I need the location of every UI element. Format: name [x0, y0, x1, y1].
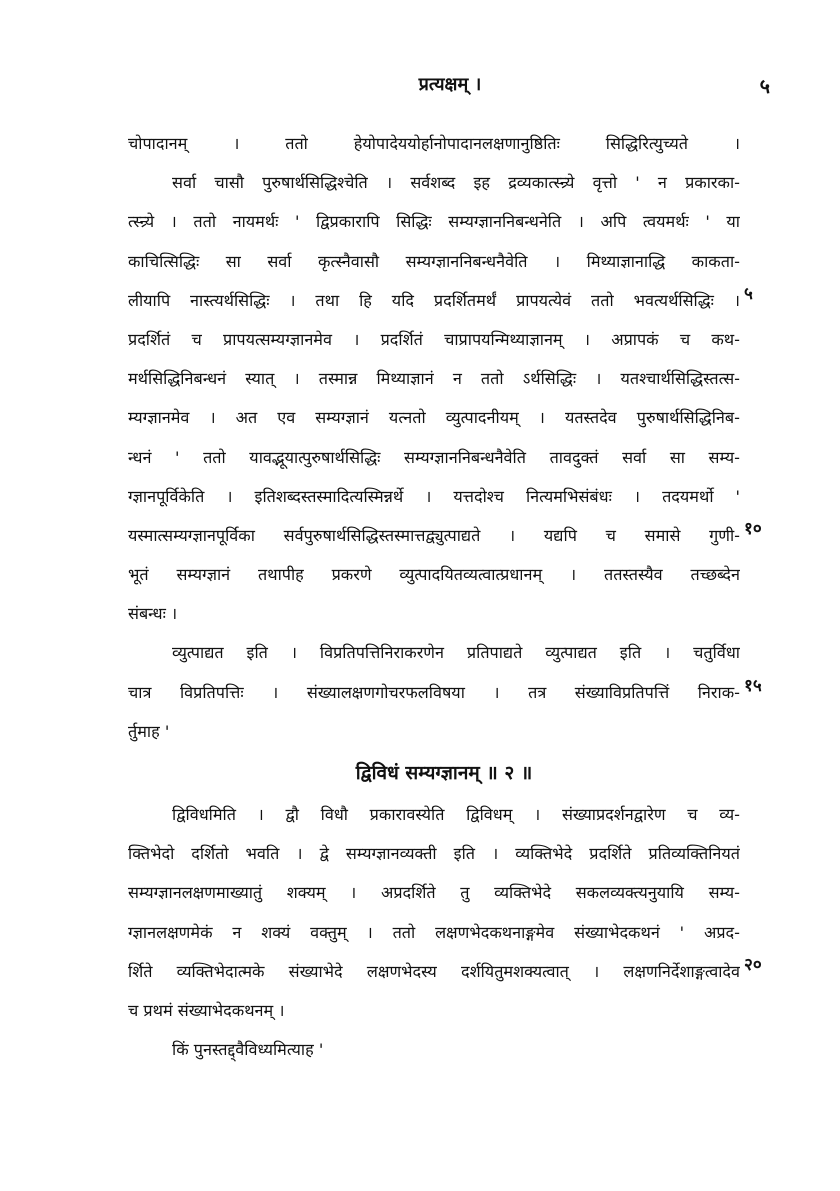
- margin-line-number-20: २०: [744, 955, 762, 975]
- text-line: च प्रथमं संख्याभेदकथनम् ।: [128, 1000, 285, 1020]
- page-number: ५: [759, 74, 770, 98]
- text-line: र्तुमाह ': [128, 721, 170, 741]
- body-text: [128, 124, 762, 1069]
- text-line: सम्यग्ज्ञानलक्षणमाख्यातुं शक्यम् । अप्रदर्शिते तु व्यक्तिभेदे सकलव्यक्त्यनुयायि सम्य-: [128, 883, 740, 903]
- text-line: काचित्सिद्धिः सा सर्वा कृत्स्नैवासौ सम्यग्ज्ञाननिबन्धनैवेति । मिथ्याज्ञानाद्धि काकता-: [128, 251, 740, 271]
- text-line: र्शिते व्यक्तिभेदात्मके संख्याभेदे लक्षणभेदस्य दर्शयितुमशक्यत्वात् । लक्षणनिर्देशाङ्गत्वादेव: [128, 961, 740, 981]
- text-line: न्धनं ' ततो यावद्भूयात्पुरुषार्थसिद्धिः सम्यग्ज्ञाननिबन्धनैवेति तावदुक्तं सर्वा सा सम्य-: [128, 447, 740, 467]
- text-line: व्युत्पाद्यत इति । विप्रतिपत्तिनिराकरणेन प्रतिपाद्यते व्युत्पाद्यत इति । चतुर्विधा: [172, 643, 740, 663]
- sutra-heading: द्विविधं सम्यग्ज्ञानम् ॥ २ ॥: [355, 762, 533, 784]
- text-line: चोपादानम् । ततो हेयोपादेययोर्हानोपादानलक्षणानुष्ठितिः सिद्धिरित्युच्यते ।: [128, 134, 740, 153]
- text-line: भूतं सम्यग्ज्ञानं तथापीह प्रकरणे व्युत्पादयितव्यत्वात्प्रधानम् । ततस्तस्यैव तच्छब्देन: [128, 565, 740, 585]
- text-line: क्तिभेदो दर्शितो भवति । द्वे सम्यग्ज्ञानव्यक्ती इति । व्यक्तिभेदे प्रदर्शिते प्रतिव्यक्तिनियतं: [128, 844, 740, 864]
- text-line: म्यग्ज्ञानमेव । अत एव सम्यग्ज्ञानं यत्नतो व्युत्पादनीयम् । यतस्तदेव पुरुषार्थसिद्धिनिब-: [128, 408, 740, 428]
- text-line: संबन्धः ।: [128, 604, 178, 624]
- text-line: त्स्न्र्ये । ततो नायमर्थः ' द्विप्रकारापि सिद्धिः सम्यग्ज्ञाननिबन्धनेति । अपि त्वयमर्थः ' या: [128, 212, 740, 232]
- text-line: प्रदर्शितं च प्रापयत्सम्यग्ज्ञानमेव । प्रदर्शितं चाप्रापयन्मिथ्याज्ञानम् । अप्रापकं च कथ-: [128, 329, 740, 349]
- text-line: ग्ज्ञानलक्षणमेकं न शक्यं वक्तुम् । ततो लक्षणभेदकथनाङ्गमेव संख्याभेदकथनं ' अप्रद-: [128, 922, 740, 942]
- text-line: चात्र विप्रतिपत्तिः । संख्यालक्षणगोचरफलविषया । तत्र संख्याविप्रतिपत्तिं निराक-: [128, 682, 740, 702]
- text-line: लीयापि नास्त्यर्थसिद्धिः । तथा हि यदि प्रदर्शितमर्थं प्रापयत्येवं ततो भवत्यर्थसिद्धिः ।: [128, 290, 740, 310]
- text-line: यस्मात्सम्यग्ज्ञानपूर्विका सर्वपुरुषार्थसिद्धिस्तस्मात्तद्व्युत्पाद्यते । यद्यपि च समासे गुणी-: [128, 525, 740, 545]
- text-line: द्विविधमिति । द्वौ विधौ प्रकारावस्येति द्विविधम् । संख्याप्रदर्शनद्वारेण च व्य-: [172, 805, 740, 824]
- margin-line-number-5: ५: [744, 284, 753, 304]
- text-line: किं पुनस्तद्द्वैविध्यमित्याह ': [172, 1040, 324, 1060]
- text-line: सर्वा चासौ पुरुषार्थसिद्धिश्चेति । सर्वशब्द इह द्रव्यकात्स्न्र्ये वृत्तो ' न प्रकारका-: [172, 173, 740, 193]
- text-line: ग्ज्ञानपूर्विकेति । इतिशब्दस्तस्मादित्यस्मिन्नर्थे । यत्तदोश्च नित्यमभिसंबंधः । तदयमर्थो ': [128, 486, 740, 506]
- running-title: प्रत्यक्षम् ।: [418, 74, 482, 95]
- text-line: मर्थसिद्धिनिबन्धनं स्यात् । तस्मान्न मिथ्याज्ञानं न ततो ऽर्थसिद्धिः । यतश्चार्थसिद्धिस्तत्स-: [128, 369, 740, 389]
- margin-line-number-10: १०: [744, 519, 762, 539]
- page-header: [130, 72, 770, 102]
- margin-line-number-15: १५: [744, 676, 762, 696]
